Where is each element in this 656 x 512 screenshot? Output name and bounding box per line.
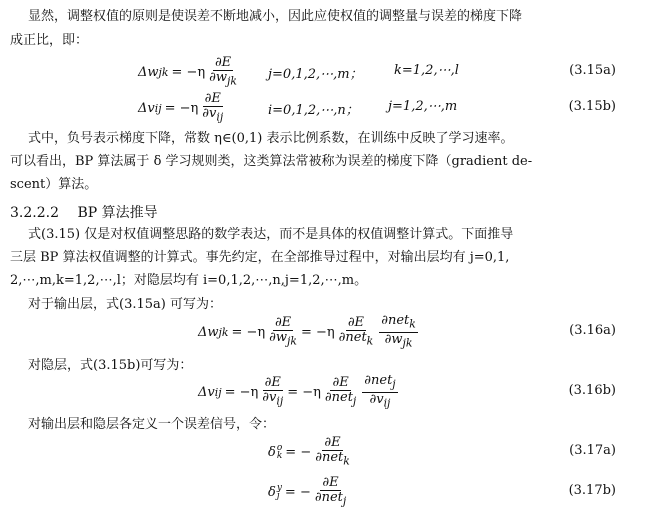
frac-numerator: ∂E (347, 314, 365, 330)
eq-operator: = −η (231, 324, 266, 340)
frac-den-sub: jk (227, 74, 237, 88)
frac-den-sub: jk (287, 334, 297, 348)
paragraph-line: scent）算法。 (10, 177, 98, 192)
eq-lhs: δ (268, 444, 276, 460)
eq-condition (268, 63, 363, 82)
frac-numerator: ∂E (274, 314, 292, 330)
paragraph-line: 显然，调整权值的原则是使误差不断地减小，因此应使权值的调整量与误差的梯度下降 (28, 9, 523, 24)
frac-num-sub: k (409, 317, 416, 331)
frac-denominator: ∂net (324, 389, 353, 405)
equation-number: (3.15a) (569, 63, 616, 78)
frac-numerator: ∂E (204, 90, 221, 106)
frac-numerator: ∂net (381, 312, 410, 328)
fraction (207, 56, 239, 89)
eq-lhs-sub: j (276, 491, 280, 501)
eq-operator: = −η (171, 64, 206, 80)
frac-denominator: ∂v (202, 105, 217, 121)
eq-lhs-sub: k (276, 451, 283, 461)
fraction (267, 316, 299, 349)
equation-number: (3.17a) (569, 443, 616, 458)
frac-den-sub: jk (402, 336, 413, 350)
frac-den-sub: j (352, 394, 357, 408)
eq-operator: = −η (300, 324, 335, 340)
paragraph-line: 式(3.15) 仅是对权值调整思路的数学表达，而不是具体的权值调整计算式。下面推导 (28, 227, 514, 242)
frac-numerator: ∂E (214, 54, 232, 70)
eq-lhs: Δv (198, 384, 215, 400)
cond-2: k=1,2,⋯,l (394, 63, 459, 78)
equation-number: (3.16b) (568, 383, 616, 398)
frac-denominator: ∂v (262, 389, 277, 405)
paragraph-line: 三层 BP 算法权值调整的计算式。事先约定，在全部推导过程中，对输出层均有 j=0,1, (10, 250, 510, 265)
frac-denominator: ∂net (314, 489, 343, 505)
fraction (313, 436, 352, 469)
frac-numerator: ∂E (264, 374, 281, 390)
paragraph-line: 2,⋯,m,k=1,2,⋯,l；对隐层均有 i=0,1,2,⋯,n,j=1,2,⋯,m。 (10, 273, 368, 288)
frac-den-sub: j (342, 494, 347, 508)
frac-den-sub: k (343, 454, 350, 468)
section-title: BP 算法推导 (77, 205, 158, 221)
eq-operator: = − (284, 484, 311, 500)
eq-operator: = −η (287, 384, 321, 400)
eq-condition (268, 99, 359, 118)
frac-denominator: ∂w (269, 329, 288, 345)
frac-numerator: ∂E (322, 474, 339, 490)
frac-numerator: ∂E (332, 374, 349, 390)
equation-number: (3.16a) (569, 323, 616, 338)
frac-den-sub: ij (383, 396, 391, 410)
eq-lhs: Δv (138, 100, 155, 116)
fraction (379, 314, 418, 350)
frac-denominator: ∂w (384, 331, 403, 347)
fraction (323, 376, 358, 409)
fraction (337, 316, 376, 349)
eq-lhs-sub: jk (218, 325, 229, 339)
eq-lhs: Δw (138, 64, 159, 80)
eq-condition (388, 99, 457, 114)
equation-number: (3.17b) (568, 483, 616, 498)
equation-3-17b (0, 474, 656, 510)
fraction (313, 476, 348, 509)
paragraph-line: 成正比，即： (10, 33, 89, 48)
frac-den-sub: ij (216, 110, 224, 124)
eq-operator: = − (285, 444, 312, 460)
cond-1: j=0,1,2,⋯,m； (268, 67, 363, 82)
eq-lhs-sup: o (276, 443, 283, 453)
equation-number: (3.15b) (568, 99, 616, 114)
frac-denominator: ∂net (315, 449, 344, 465)
paragraph-line: 对于输出层，式(3.15a) 可写为： (28, 297, 222, 312)
frac-denominator: ∂w (209, 69, 228, 85)
fraction (260, 376, 285, 409)
cond-1: i=0,1,2,⋯,n； (268, 103, 359, 118)
frac-denominator: ∂net (338, 329, 367, 345)
eq-lhs-sub: ij (214, 385, 222, 399)
frac-numerator: ∂E (324, 434, 341, 450)
equation-3-16a (0, 314, 656, 350)
equation-3-15a (0, 54, 656, 90)
eq-lhs: Δw (198, 324, 219, 340)
paragraph-line: 可以看出，BP 算法属于 δ 学习规则类，这类算法常被称为误差的梯度下降（gradient de- (10, 154, 533, 169)
eq-lhs-sup: y (276, 483, 282, 493)
equation-3-15b (0, 90, 656, 126)
paragraph-line: 式中，负号表示梯度下降，常数 η∈(0,1) 表示比例系数，在训练中反映了学习速率。 (28, 131, 514, 146)
paragraph-line: 对输出层和隐层各定义一个误差信号，令： (28, 417, 276, 432)
eq-lhs-sub: ij (154, 101, 162, 115)
section-number: 3.2.2.2 (10, 205, 59, 221)
fraction (362, 374, 397, 410)
paragraph-line: 对隐层，式(3.15b)可写为： (28, 358, 193, 373)
cond-2: j=1,2,⋯,m (388, 99, 458, 114)
frac-num-sub: j (392, 377, 396, 391)
eq-condition (394, 63, 459, 78)
equation-3-17a (0, 434, 656, 470)
frac-den-sub: ij (276, 394, 284, 408)
frac-numerator: ∂net (364, 372, 393, 388)
eq-operator: = −η (164, 100, 199, 116)
fraction (200, 92, 225, 125)
eq-operator: = −η (224, 384, 259, 400)
frac-den-sub: k (366, 334, 374, 348)
section-heading (10, 202, 158, 222)
eq-lhs: δ (268, 484, 276, 500)
equation-3-16b (0, 374, 656, 410)
eq-lhs-sub: jk (158, 65, 169, 79)
frac-denominator: ∂v (369, 391, 384, 407)
